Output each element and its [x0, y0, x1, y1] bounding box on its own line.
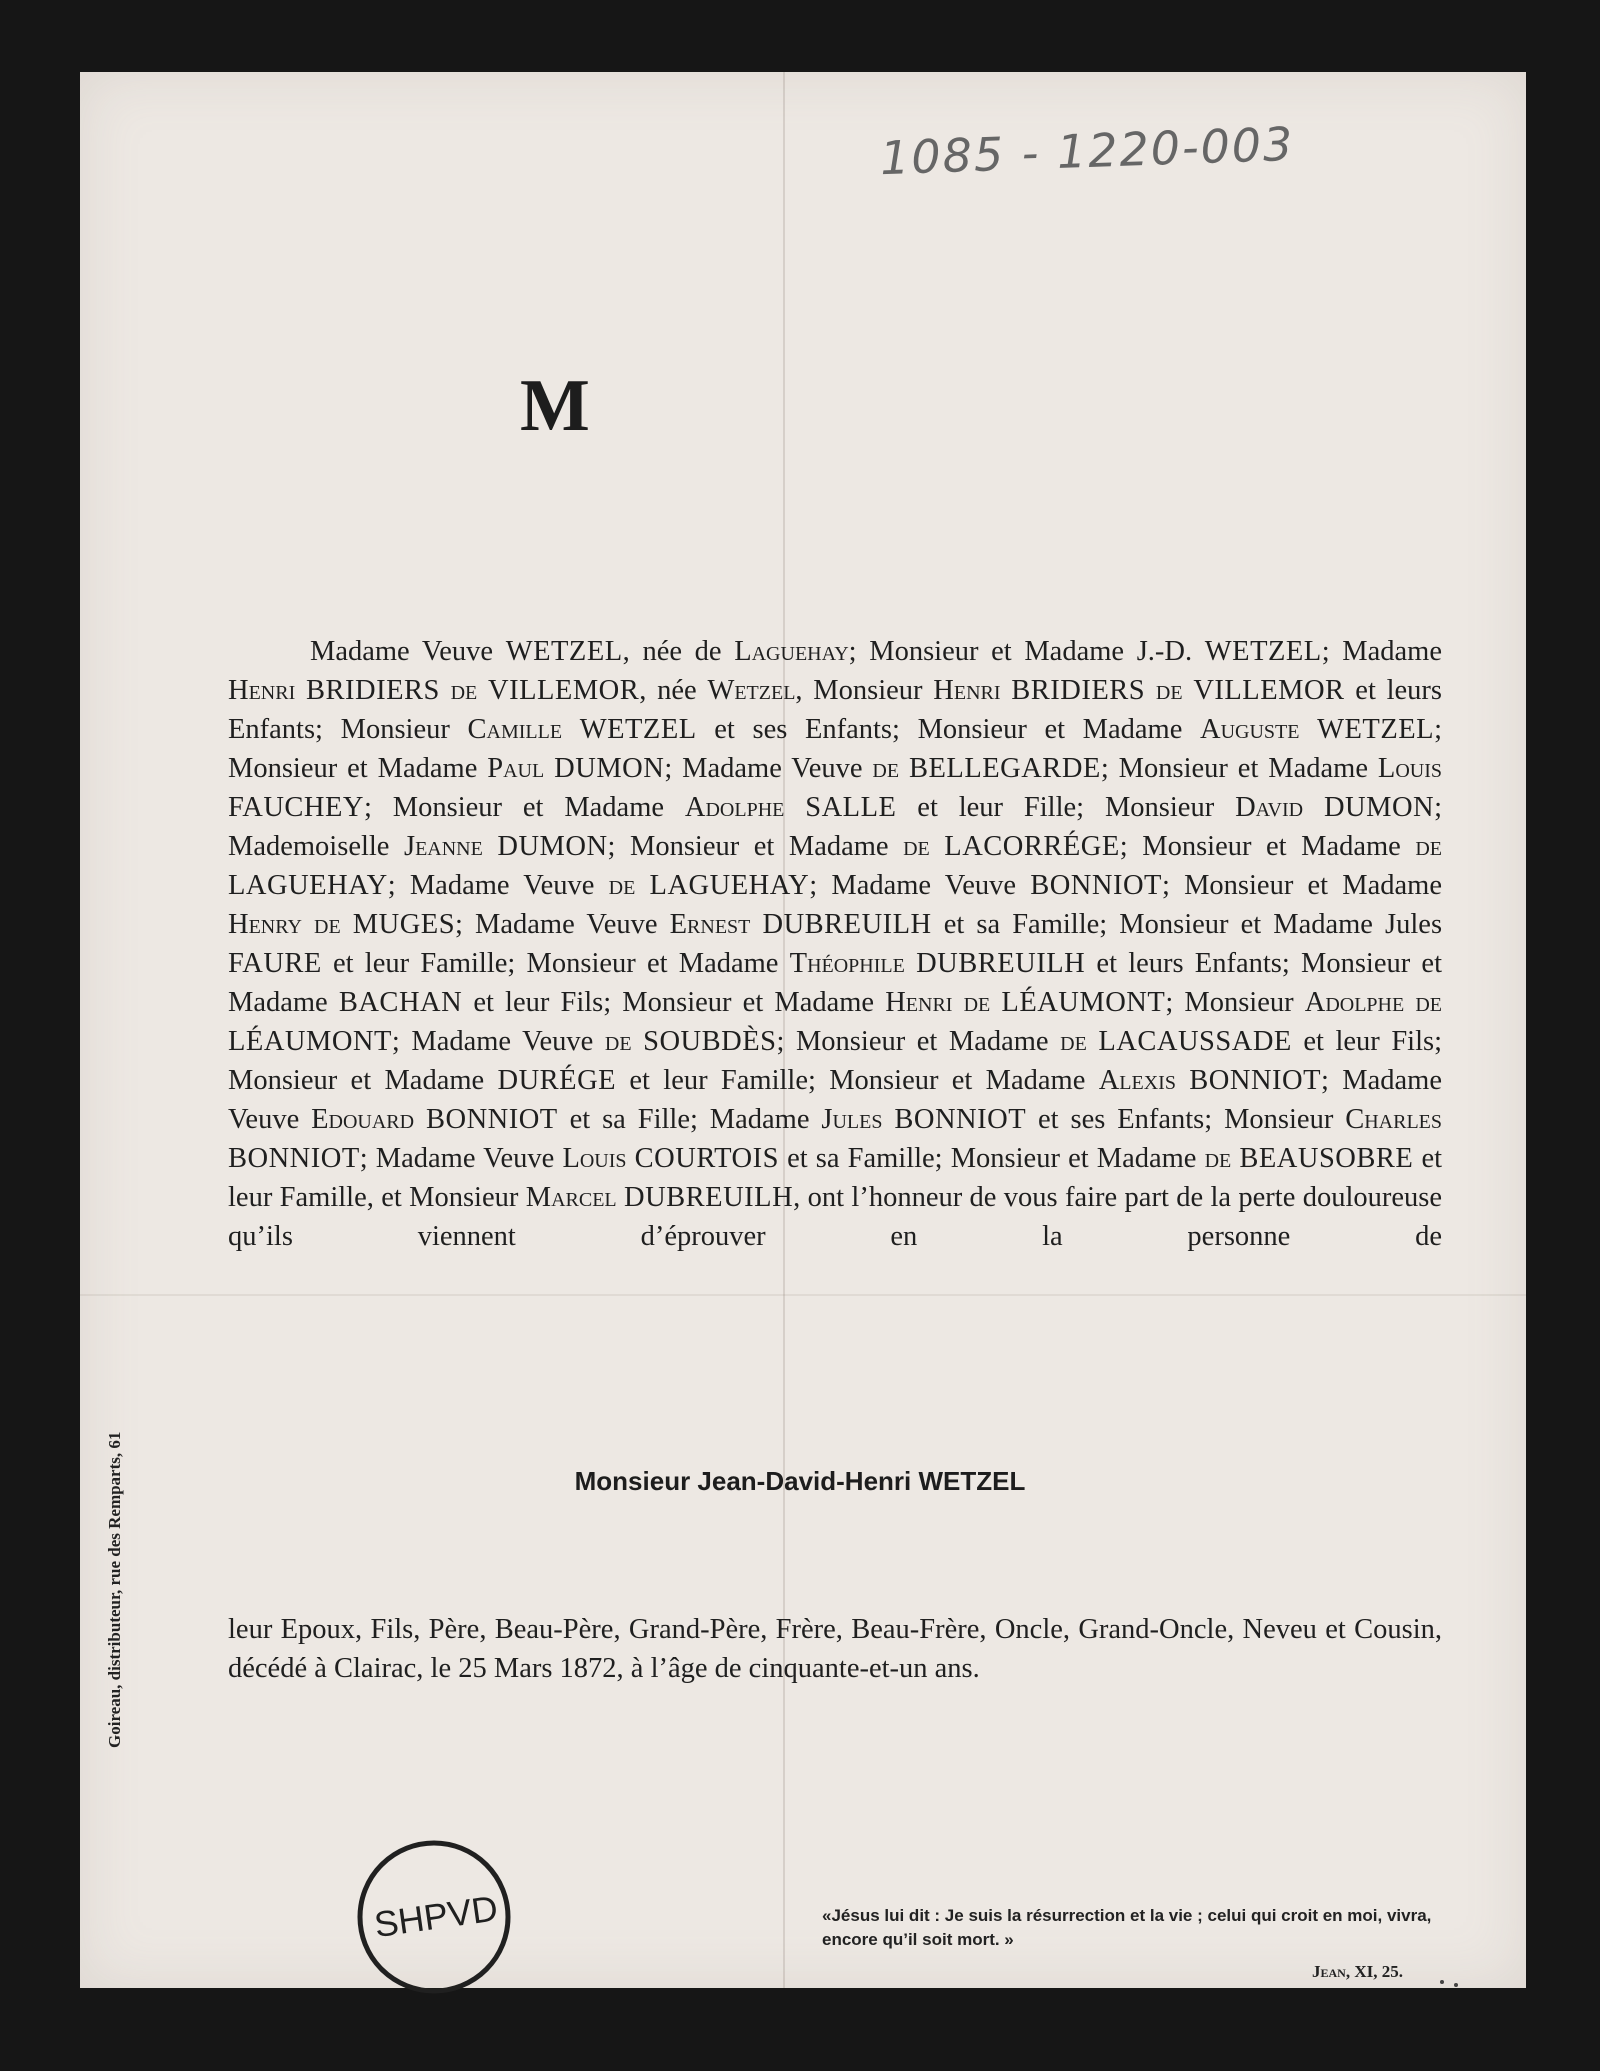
small-caps-run: Jeanne: [403, 831, 483, 862]
text-run: [1176, 1065, 1189, 1096]
surname-run: DUMON: [497, 831, 608, 862]
text-run: [627, 1143, 635, 1174]
text-run: [1001, 675, 1012, 706]
text-run: et leur Famille; Monsieur et Madame: [321, 948, 790, 979]
text-run: [882, 1104, 894, 1135]
surname-run: BONNIOT: [894, 1104, 1027, 1135]
surname-run: BONNIOT: [1189, 1065, 1322, 1096]
small-caps-run: de: [1415, 987, 1443, 1018]
text-run: [632, 1026, 644, 1057]
stamp-text: SHPVD: [371, 1887, 501, 1946]
small-caps-run: de: [963, 987, 991, 1018]
small-caps-run: Alexis: [1098, 1065, 1176, 1096]
surname-run: WETZEL: [1317, 714, 1435, 745]
surname-run: LACORRÉGE: [944, 831, 1120, 862]
small-caps-run: Marcel: [525, 1182, 617, 1213]
text-run: [295, 675, 306, 706]
surname-run: WETZEL: [1204, 636, 1322, 667]
text-run: ; Madame: [1321, 636, 1442, 667]
text-run: ; Monsieur: [1165, 987, 1305, 1018]
small-caps-run: de: [604, 1026, 632, 1057]
paper-speck: [1454, 1983, 1458, 1987]
text-run: ; Madame Veuve: [359, 1143, 563, 1174]
paper-sheet: [80, 72, 1526, 1988]
text-run: [302, 909, 314, 940]
small-caps-run: de: [1415, 831, 1443, 862]
small-caps-run: Louis: [1377, 753, 1442, 784]
text-run: ; Madame Veuve: [391, 1026, 605, 1057]
surname-run: LAGUEHAY: [228, 870, 388, 901]
printer-imprint: Goireau, distributeur, rue des Remparts, 61: [105, 1431, 124, 1748]
text-run: ; Monsieur et Madame: [1119, 831, 1416, 862]
small-caps-run: David: [1235, 792, 1304, 823]
surname-run: BRIDIERS: [306, 675, 440, 706]
surname-run: BONNIOT: [228, 1143, 360, 1174]
surname-run: MUGES: [352, 909, 456, 940]
surname-run: LACAUSSADE: [1098, 1026, 1292, 1057]
small-caps-run: Adolphe: [1304, 987, 1405, 1018]
text-run: [990, 987, 1001, 1018]
text-run: et sa Fille; Madame: [557, 1104, 822, 1135]
text-run: [1145, 675, 1156, 706]
surname-run: VILLEMOR: [1193, 675, 1345, 706]
text-run: et sa Famille; Monsieur et Madame: [778, 1143, 1205, 1174]
text-run: [617, 1182, 624, 1213]
surname-run: BACHAN: [338, 987, 463, 1018]
surname-run: DUBREUILH: [762, 909, 932, 940]
verse-reference: Jean, XI, 25.: [1312, 1962, 1403, 1981]
text-run: et leur Fils; Monsieur et Madame: [228, 1026, 1443, 1096]
text-run: ; Madame Veuve: [809, 870, 1031, 901]
text-run: et leur Famille, et Monsieur: [228, 1143, 1443, 1213]
small-caps-run: de: [450, 675, 478, 706]
text-run: [899, 753, 909, 784]
handwritten-catalog-number: 1085 - 1220-003: [879, 116, 1296, 186]
small-caps-run: Henry: [228, 909, 302, 940]
deceased-prefix: Monsieur Jean-David-Henri: [574, 1466, 919, 1496]
small-caps-run: Louis: [562, 1143, 627, 1174]
small-caps-run: Jules: [821, 1104, 883, 1135]
small-caps-run: Laguehay: [734, 636, 849, 667]
small-caps-run: Edouard: [311, 1104, 415, 1135]
text-run: [784, 792, 805, 823]
surname-run: DUBREUILH: [916, 948, 1086, 979]
text-run: [952, 987, 963, 1018]
surname-run: COURTOIS: [634, 1143, 779, 1174]
surname-run: BONNIOT: [1030, 870, 1162, 901]
text-run: et ses Enfants; Monsieur et Madame: [696, 714, 1201, 745]
text-run: [1303, 792, 1324, 823]
small-caps-run: de: [608, 870, 636, 901]
shpvd-stamp: [353, 1836, 515, 1998]
text-run: [341, 909, 353, 940]
small-caps-run: Adolphe: [684, 792, 785, 823]
text-run: [930, 831, 945, 862]
text-run: , née: [639, 675, 708, 706]
paper-speck: [1440, 1980, 1444, 1984]
small-caps-run: Charles: [1345, 1104, 1442, 1135]
text-run: [544, 753, 554, 784]
announcement-text: [228, 632, 1442, 1256]
surname-run: DURÉGE: [497, 1065, 617, 1096]
text-run: et leurs Enfants; Monsieur: [228, 675, 1443, 745]
small-caps-run: de: [903, 831, 930, 862]
text-run: Madame Veuve: [310, 636, 506, 667]
text-run: [562, 714, 580, 745]
salutation-initial: M: [520, 365, 590, 447]
text-run: ; Mademoiselle: [228, 792, 1443, 862]
text-run: ; Madame Veuve: [664, 753, 873, 784]
text-run: et leur Famille; Monsieur et Madame: [616, 1065, 1099, 1096]
small-caps-run: Ernest: [669, 909, 751, 940]
small-caps-run: de: [1204, 1143, 1232, 1174]
relation-paragraph: leur Epoux, Fils, Père, Beau-Père, Grand-Père, Frère, Beau-Frère, Oncle, Grand-Oncle, Neveu et Cousin, décédé à Clairac, le 25 Mars 1872, à l’âge de cinquante-et-un ans.: [228, 1614, 1442, 1684]
small-caps-run: de: [872, 753, 900, 784]
text-run: , née de: [622, 636, 735, 667]
surname-run: SOUBDÈS: [643, 1026, 777, 1057]
text-run: [1183, 675, 1194, 706]
text-run: [750, 909, 762, 940]
surname-run: LAGUEHAY: [649, 870, 810, 901]
small-caps-run: de: [1155, 675, 1183, 706]
small-caps-run: Wetzel: [707, 675, 796, 706]
text-run: [440, 675, 451, 706]
text-run: [635, 870, 649, 901]
text-run: ; Monsieur et Madame: [776, 1026, 1061, 1057]
deceased-surname: WETZEL: [918, 1466, 1026, 1496]
surname-run: BRIDIERS: [1011, 675, 1146, 706]
text-run: ; Monsieur et Madame J.-D.: [848, 636, 1205, 667]
deceased-name: [80, 1466, 1526, 1497]
text-run: et leur Fils; Monsieur et Madame: [462, 987, 886, 1018]
surname-run: WETZEL: [579, 714, 697, 745]
text-run: et sa Famille; Monsieur et Madame Jules: [931, 909, 1443, 940]
surname-run: DUBREUILH: [624, 1182, 794, 1213]
text-run: ; Monsieur et Madame: [363, 792, 685, 823]
surname-run: FAUCHEY: [228, 792, 364, 823]
text-run: et leurs Enfants; Monsieur et Madame: [228, 948, 1442, 1018]
small-caps-run: Théophile: [789, 948, 905, 979]
small-caps-run: de: [314, 909, 341, 940]
text-run: [414, 1104, 426, 1135]
horizontal-fold-line: [80, 1294, 1526, 1296]
surname-run: BEAUSOBRE: [1239, 1143, 1414, 1174]
bible-verse: «Jésus lui dit : Je suis la résurrection et la vie ; celui qui croit en moi, vivra, encore qu’il soit mort. »: [822, 1906, 1432, 1949]
surname-run: DUMON: [1323, 792, 1435, 823]
text-run: ; Madame Veuve: [228, 1065, 1442, 1135]
text-run: , ont l’honneur de vous faire part de la perte douloureuse qu’ils viennent d’éprouver en la personne de: [228, 1182, 1442, 1252]
surname-run: WETZEL: [505, 636, 623, 667]
text-run: [483, 831, 498, 862]
text-run: [477, 675, 488, 706]
text-run: [1087, 1026, 1099, 1057]
announcement-paragraph: [228, 632, 1442, 1256]
small-caps-run: Camille: [467, 714, 563, 745]
text-run: ; Monsieur et Madame: [1100, 753, 1378, 784]
surname-run: FAURE: [228, 948, 322, 979]
text-run: ; Monsieur et Madame: [228, 714, 1442, 784]
surname-run: VILLEMOR: [488, 675, 640, 706]
surname-run: SALLE: [805, 792, 897, 823]
text-run: [1299, 714, 1317, 745]
text-run: [905, 948, 916, 979]
small-caps-run: Auguste: [1200, 714, 1300, 745]
small-caps-run: Henri: [885, 987, 953, 1018]
text-run: ; Monsieur et Madame: [607, 831, 904, 862]
text-run: et leur Fille; Monsieur: [896, 792, 1236, 823]
text-run: ; Monsieur et Madame: [1161, 870, 1443, 901]
text-run: et ses Enfants; Monsieur: [1026, 1104, 1346, 1135]
text-run: ; Madame Veuve: [455, 909, 670, 940]
small-caps-run: Henri: [228, 675, 296, 706]
text-run: [1404, 987, 1415, 1018]
surname-run: LÉAUMONT: [228, 1026, 392, 1057]
surname-run: DUMON: [554, 753, 665, 784]
small-caps-run: de: [1060, 1026, 1087, 1057]
small-caps-run: Paul: [487, 753, 545, 784]
small-caps-run: Henri: [933, 675, 1001, 706]
surname-run: BELLEGARDE: [909, 753, 1101, 784]
surname-run: BONNIOT: [425, 1104, 558, 1135]
text-run: , Monsieur: [795, 675, 934, 706]
text-run: ; Madame Veuve: [387, 870, 609, 901]
surname-run: LÉAUMONT: [1001, 987, 1166, 1018]
